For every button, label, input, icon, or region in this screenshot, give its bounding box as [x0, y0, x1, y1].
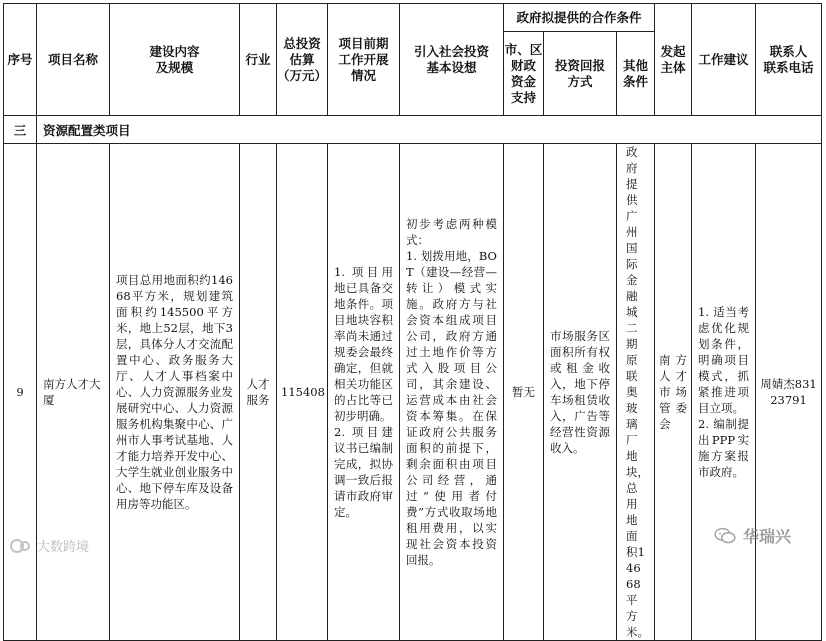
project-industry: 人才服务 — [240, 144, 277, 641]
section-title: 资源配置类项目 — [37, 116, 822, 144]
wechat-icon — [713, 527, 737, 545]
project-other-conditions: 政府提供广州国际金融城二期原联奥玻璃厂地块，总用地面积14668平方米。 — [617, 144, 655, 641]
header-industry: 行业 — [240, 4, 277, 116]
header-investment: 总投资 估算 （万元） — [277, 4, 328, 116]
project-fund-support: 暂无 — [504, 144, 544, 641]
header-name: 项目名称 — [37, 4, 110, 116]
project-model: 初步考虑两种模式： 1. 划拨用地，BOT（建设—经营—转让）模式实施。政府方与社会资本组成项目公司，政府方通过土地作价等方式入股项目公司，其余建设、运营成本由社会资本筹集。在保证政府公共服务面积的前提下，剩余面积由项目公司经营，通过“使用者付费”方式收取场地租用费用，以实现社会资本投资回报。 — [400, 144, 504, 641]
header-content: 建设内容 及规模 — [110, 4, 240, 116]
project-suggestion: 1. 适当考虑优化规划条件，明确项目模式，抓紧推进项目立项。 2. 编制提出PPP实施方案报市政府。 — [692, 144, 756, 641]
project-prework: 1. 项目用地已具备交地条件。项目地块容积率尚未通过规委会最终确定，但就相关功能区的占比等已初步明确。 2. 项目建议书已编制完成，拟协调一致后报请市政府审定。 — [328, 144, 400, 641]
project-investment: 115408 — [277, 144, 328, 641]
watermark-left-text: 大数跨境 — [37, 540, 90, 555]
swirl-logo-icon — [9, 537, 33, 555]
project-initiator: 南方人才市场管委会 — [655, 144, 692, 641]
header-fund-support: 市、区 财政 资金 支持 — [504, 32, 544, 116]
project-row — [4, 144, 822, 641]
document-page — [3, 3, 821, 639]
section-row — [4, 116, 822, 144]
header-contact: 联系人 联系电话 — [756, 4, 822, 116]
project-content: 项目总用地面积约14668平方米，规划建筑面积约145500平方米，地上52层，地下3层，具体分人才交流配置中心、政务服务大厅、人才人事档案中心、人力资源服务业发展研究中心、人力资源服务机构集聚中心、广州市人事考试基地、人才能力培养开发中心、大学生就业创业服务中心、地下停车库及设备用房等功能区。 — [110, 144, 240, 641]
header-other-conditions: 其他 条件 — [617, 32, 655, 116]
header-prework: 项目前期 工作开展 情况 — [328, 4, 400, 116]
header-gov-conditions: 政府拟提供的合作条件 — [504, 4, 655, 32]
watermark-right-text: 华瑞兴 — [742, 527, 791, 546]
project-contact: 周婧杰83123791 — [756, 144, 822, 641]
watermark-left — [9, 536, 89, 555]
header-model: 引入社会投资 基本设想 — [400, 4, 504, 116]
project-return-method: 市场服务区面积所有权或租金收入，地下停车场租赁收入，广告等经营性资源收入。 — [544, 144, 617, 641]
project-name: 南方人才大厦 — [37, 144, 110, 641]
watermark-right — [713, 524, 791, 547]
project-table — [3, 3, 822, 641]
header-suggestion: 工作建议 — [692, 4, 756, 116]
header-return-method: 投资回报 方式 — [544, 32, 617, 116]
section-number: 三 — [4, 116, 37, 144]
header-seq: 序号 — [4, 4, 37, 116]
header-row-1 — [4, 4, 822, 32]
header-initiator: 发起 主体 — [655, 4, 692, 116]
project-number: 9 — [4, 144, 37, 641]
